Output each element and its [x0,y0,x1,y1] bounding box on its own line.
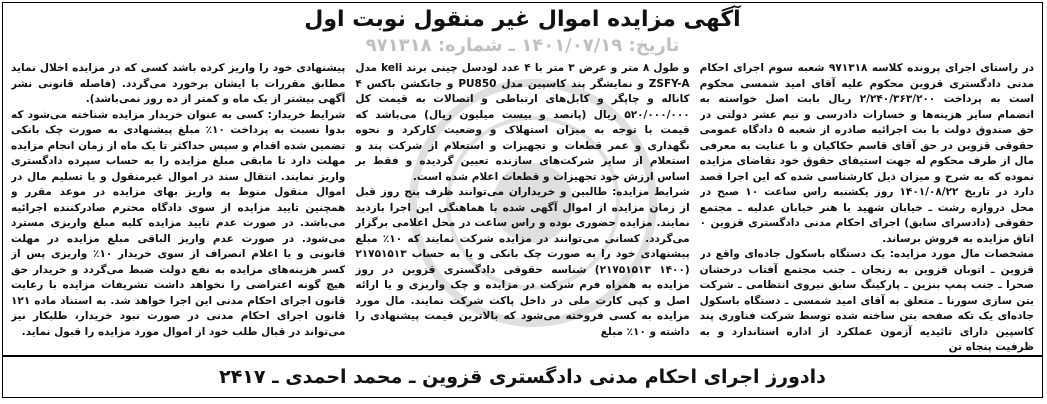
intro-paragraph: در راستای اجرای پرونده کلاسه ۹۷۱۳۱۸ شعبه سوم اجرای احکام مدنی دادگستری قزوین محکوم علیه آقای امید شمسی محکوم است به پرداخت ۲/۲۴۰/۳۶۳/۲۰۰ ریال بابت اصل خواسته به انضمام سایر هزینه‌ها و خسارات دادرسی و نیم عشر دولتی در حق صندوق دولت با بت اجرائیه صادره از شعبه ۵ دادگاه عمومی حقوقی قزوین در حق آقای قاسم حکاکیان و با عنایت به معرفی مال از طرف محکوم له جهت استیفای حقوق خود تقاضای مزایده نموده که به شرح و میزان ذیل کارشناسی شده که این اجرا قصد دارد در تاریخ ۱۴۰۱/۰۸/۲۲ روز یکشنبه راس ساعت ۱۰ صبح در محل دروازه رشت ـ خیابان شهید با هنر خیابان عدلیه ـ مجتمع حقوقی (دادسرای سابق) اجرای احکام مدنی دادگستری قزوین ۰ اتاق مزایده به فروش برساند. [699,62,1034,245]
column-right [700,61,1034,357]
property-spec-continued: و طول ۸ متر و عرض ۳ متر با ۴ عدد لودسل چینی برند keli مدل ZSFY-A و نمایشگر پند کاسپین مدل PU850 و جانکشن باکس ۴ کاناله و چاپگر و کابل‌های ارتباطی و اتصالات به قیمت کل ۵۲۰/۰۰۰/۰۰۰ ریال (پانصد و بیست میلیون ریال) می‌باشد که قیمت با توجه به میزان استهلاک و وضعیت کارکرد و نحوه نگهداری و عمر قطعات و تجهیزات و استعلام از شرکت پند و استعلام از سایر شرکت‌های سازنده تعیین گردیده و فقط بر اساس ارزش خود تجهیزات و قطعات اعلام شده است. [355,62,690,183]
notice-page [2,2,1043,398]
notice-title: آگهی مزایده اموال غیر منقول نوبت اول [304,7,741,32]
property-spec-label: مشخصات مال مورد مزایده: [889,248,1034,260]
property-spec-text: یک دستگاه باسکول جاده‌ای واقع در قزوین ـ اتوبان قزوین به زنجان ـ جنب مجتمع آفتاب درخشان صحرا ـ جنب پمپ بنزین ـ پارکینگ سابق نیروی انتظامی ـ شرکت بتن سازی سورنا ـ متعلق به آقای امید شمسی ـ دستگاه باسکول جاده‌ای یک تکه صفحه بتن ساخته شده توسط شرکت فناوری پند کاسپین دارای تائیدیه آزمون عملکرد از اداره استاندارد و به ظرفیت پنجاه تن [699,248,1034,353]
column-left [11,61,345,357]
buyer-terms-label: شرایط خریدار: [267,108,346,121]
signature-footer: دادورز اجرای احکام مدنی دادگستری قزوین ـ محمد احمدی ـ ۲۴۱۷ [3,355,1042,397]
notice-body [11,61,1034,357]
buyer-terms-paragraph [11,108,345,341]
auction-terms-text: طالبین و خریداران می‌توانند ظرف پنج روز قبل از زمان مزایده از اموال آگهی شده با هماهنگی این اجرا بازدید نمایند. مزایده حضوری بوده و راس ساعت در محل اعلامی برگزار می‌گردد. کسانی می‌توانند در مزایده شرکت نمایند که ۱۰٪ مبلغ پیشنهادی خود را به صورت چک بانکی و یا به حساب ۲۱۷۵۱۵۱۳ (۱۴۰۰ ۲۱۷۵۱۵۱۳) شناسه حقوقی دادگستری قزوین در روز مزایده به همراه فرم شرکت در مزایده و چک واریزی و یا ارائه اصل و کپی کارت ملی در داخل پاکت شرکت نمایند. مال مورد مزایده به کسی فروخته می‌شود که بالاترین قیمت پیشنهادی را داشته و ۱۰٪ مبلغ [355,186,690,338]
property-spec-paragraph [700,247,1034,356]
notice-date-number: تاریخ: ۱۴۰۱/۰۷/۱۹ ـ شماره: ۹۷۱۳۱۸ [365,35,680,56]
column-middle [355,61,689,357]
buyer-terms-text: کسی به عنوان خریدار مزایده شناخته می‌شود که بدوا نسبت به پرداخت ۱۰٪ مبلغ پیشنهادی به صورت چک بانکی تضمین شده اقدام و سپس حداکثر تا یک ماه از زمان انجام مزایده مهلت دارد تا مابقی مبلغ مزایده را به حساب سپرده دادگستری واریز نمایند. انتقال سند در اموال غیرمنقول و یا تسلیم مال در اموال منقول منوط به واریز بهای مزایده در موعد مقرر و همچنین تایید مزایده از سوی دادگاه محترم صادرکننده اجرائیه می‌باشد. در صورت عدم تایید مزایده کلیه مبلغ واریزی مسترد می‌شود. در صورت عدم واریز الباقی مبلغ مزایده در مهلت قانونی و یا اعلام انصراف از سوی خریدار ۱۰٪ واریزی پس از کسر هزینه‌های مزایده به نفع دولت ضبط می‌گردد و خریدار حق هیچ گونه اعتراضی را نخواهد داشت تشریفات مزایده با رعایت قانون اجرای احکام مدنی این اجرا خواهد شد. به استناد ماده ۱۲۱ قانون اجرای احکام مدنی در صورت نبود خریدار، طلبکار نیز می‌تواند در قبال طلب خود از اموال مورد مزایده را قبول نماید. [11,108,346,338]
auction-terms-continued: پیشنهادی خود را واریز کرده باشد کسی که در مزایده اخلال نماید مطابق مقررات با ایشان برخورد می‌گردد. (فاصله قانونی نشر آگهی بیشتر از یک ماه و کمتر از ده روز نمی‌باشد). [11,62,346,105]
auction-terms-paragraph [355,185,689,340]
auction-terms-label: شرایط مزایده: [612,186,690,198]
